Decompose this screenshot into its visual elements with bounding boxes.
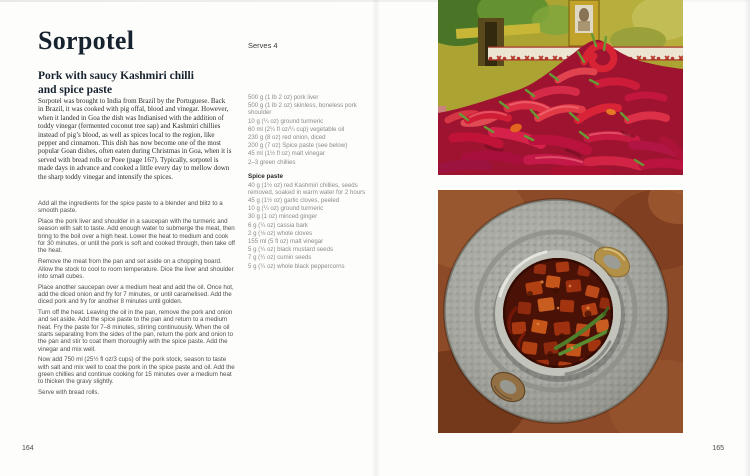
chilli-market-illustration [438, 0, 683, 175]
subtitle-line-2: and spice paste [38, 83, 113, 96]
page-number-left: 164 [22, 445, 34, 452]
method-paragraph: Place the pork liver and shoulder in a saucepan with the turmeric and season with salt to taste. Add enough water to submerge the meat, then bring to the boil over a high heat. Lower the heat to medium and cook for 30 minutes, or until the pork is soft and cooked through, then take off the heat. [38, 218, 235, 255]
ingredient-item: 230 g (8 oz) red onion, diced [248, 133, 326, 141]
method-section [38, 200, 236, 400]
method-paragraph: Add all the ingredients for the spice paste to a blender and blitz to a smooth paste. [38, 200, 223, 215]
ingredient-item: 2 g (⅛ oz) whole cloves [248, 229, 313, 237]
chilli-market-photo [438, 0, 683, 175]
method-paragraph: Remove the meat from the pan and set aside on a chopping board. Allow the stock to cool to room temperature. Dice the liver and shoulder into small cubes. [38, 258, 234, 280]
ingredient-item: 5 g (¼ oz) whole black peppercorns [248, 262, 345, 270]
method-paragraph: Turn off the heat. Leaving the oil in the pan, remove the pork and onion and set aside. Add the spice paste to the pan and return to a medium heat. Fry the paste for 7–8 minutes, stirring continuously. When the oil starts separating from the sides of the pan, return the pork and onion to the pan and stir to coat them thoroughly with the spice paste. Add the vinegar and mix well. [38, 309, 234, 353]
spread-gutter [372, 0, 380, 476]
method-paragraph: Place another saucepan over a medium heat and add the oil. Once hot, add the diced onion and fry for 7 minutes, or until caramelised. Add the diced pork and fry for another 8 minutes until golden. [38, 283, 234, 306]
spice-paste-heading: Spice paste [248, 172, 283, 180]
ingredient-item: 60 ml (2¼ fl oz/¼ cup) vegetable oil [248, 125, 345, 133]
serves-label: Serves 4 [248, 41, 278, 50]
page-number-right: 165 [712, 445, 724, 452]
main-ingredients-list [248, 94, 370, 166]
subtitle-line-1: Pork with saucy Kashmiri chilli [38, 70, 194, 82]
ingredient-item: 2–3 green chillies [248, 158, 296, 166]
intro-paragraph: Sorpotel was brought to India from Brazil by the Portuguese. Back in Brazil, it was cooked with pig offal, blood and vinegar. However, when it landed in Goa the dish was Indianised with the addition of toddy vinegar (fermented coconut tree sap) and Kashmiri chillies instead of pig’s blood, as well as spices local to the region, like pepper and cinnamon. This dish has now become one of the most popular Goan dishes, often eaten during Christmas in Goa, when it is served with bread rolls or Poee (page 167). Typically, sorpotel is made days in advance and cooked a little every day to mellow down the sharp toddy vinegar and intensify the spices. [38, 97, 232, 181]
sorpotel-dish-photo [438, 190, 683, 433]
ingredient-item: 155 ml (5 fl oz) malt vinegar [248, 238, 324, 245]
method-paragraph: Serve with bread rolls. [38, 389, 100, 397]
ingredient-item: 6 g (¼ oz) cassia bark [248, 221, 308, 229]
ingredient-item: 10 g (¼ oz) ground turmeric [248, 205, 324, 213]
method-paragraph: Now add 750 ml (25½ fl oz/3 cups) of the pork stock, season to taste with salt and mix well to coat the pork in the spice paste and oil. Add the green chillies and continue cooking for 15 minutes over a medium heat to thicken the gravy slightly. [38, 356, 235, 386]
ingredient-item: 30 g (1 oz) minced ginger [248, 213, 318, 221]
ingredient-item: 500 g (1 lb 2 oz) skinless, boneless pork shoulder [248, 102, 357, 117]
sorpotel-dish-illustration [438, 190, 683, 433]
ingredient-item: 10 g (¼ oz) ground turmeric [248, 117, 324, 125]
ingredient-item: 45 g (1½ oz) garlic cloves, peeled [248, 197, 340, 205]
ingredient-item: 7 g (¼ oz) cumin seeds [248, 254, 312, 262]
recipe-title: Sorpotel [38, 26, 135, 55]
page-right-edge [744, 0, 750, 476]
recipe-subtitle [38, 70, 194, 97]
ingredients-column [248, 94, 370, 271]
ingredient-item: 45 ml (1½ fl oz) malt vinegar [248, 150, 325, 158]
ingredient-item: 500 g (1 lb 2 oz) pork liver [248, 94, 319, 101]
ingredient-item: 200 g (7 oz) Spice paste (see below) [248, 142, 348, 150]
spice-paste-list [248, 182, 370, 270]
ingredient-item: 5 g (¼ oz) black mustard seeds [248, 246, 334, 254]
ingredient-item: 40 g (1½ oz) red Kashmiri chillies, seeds removed, soaked in warm water for 2 hours [248, 181, 366, 196]
